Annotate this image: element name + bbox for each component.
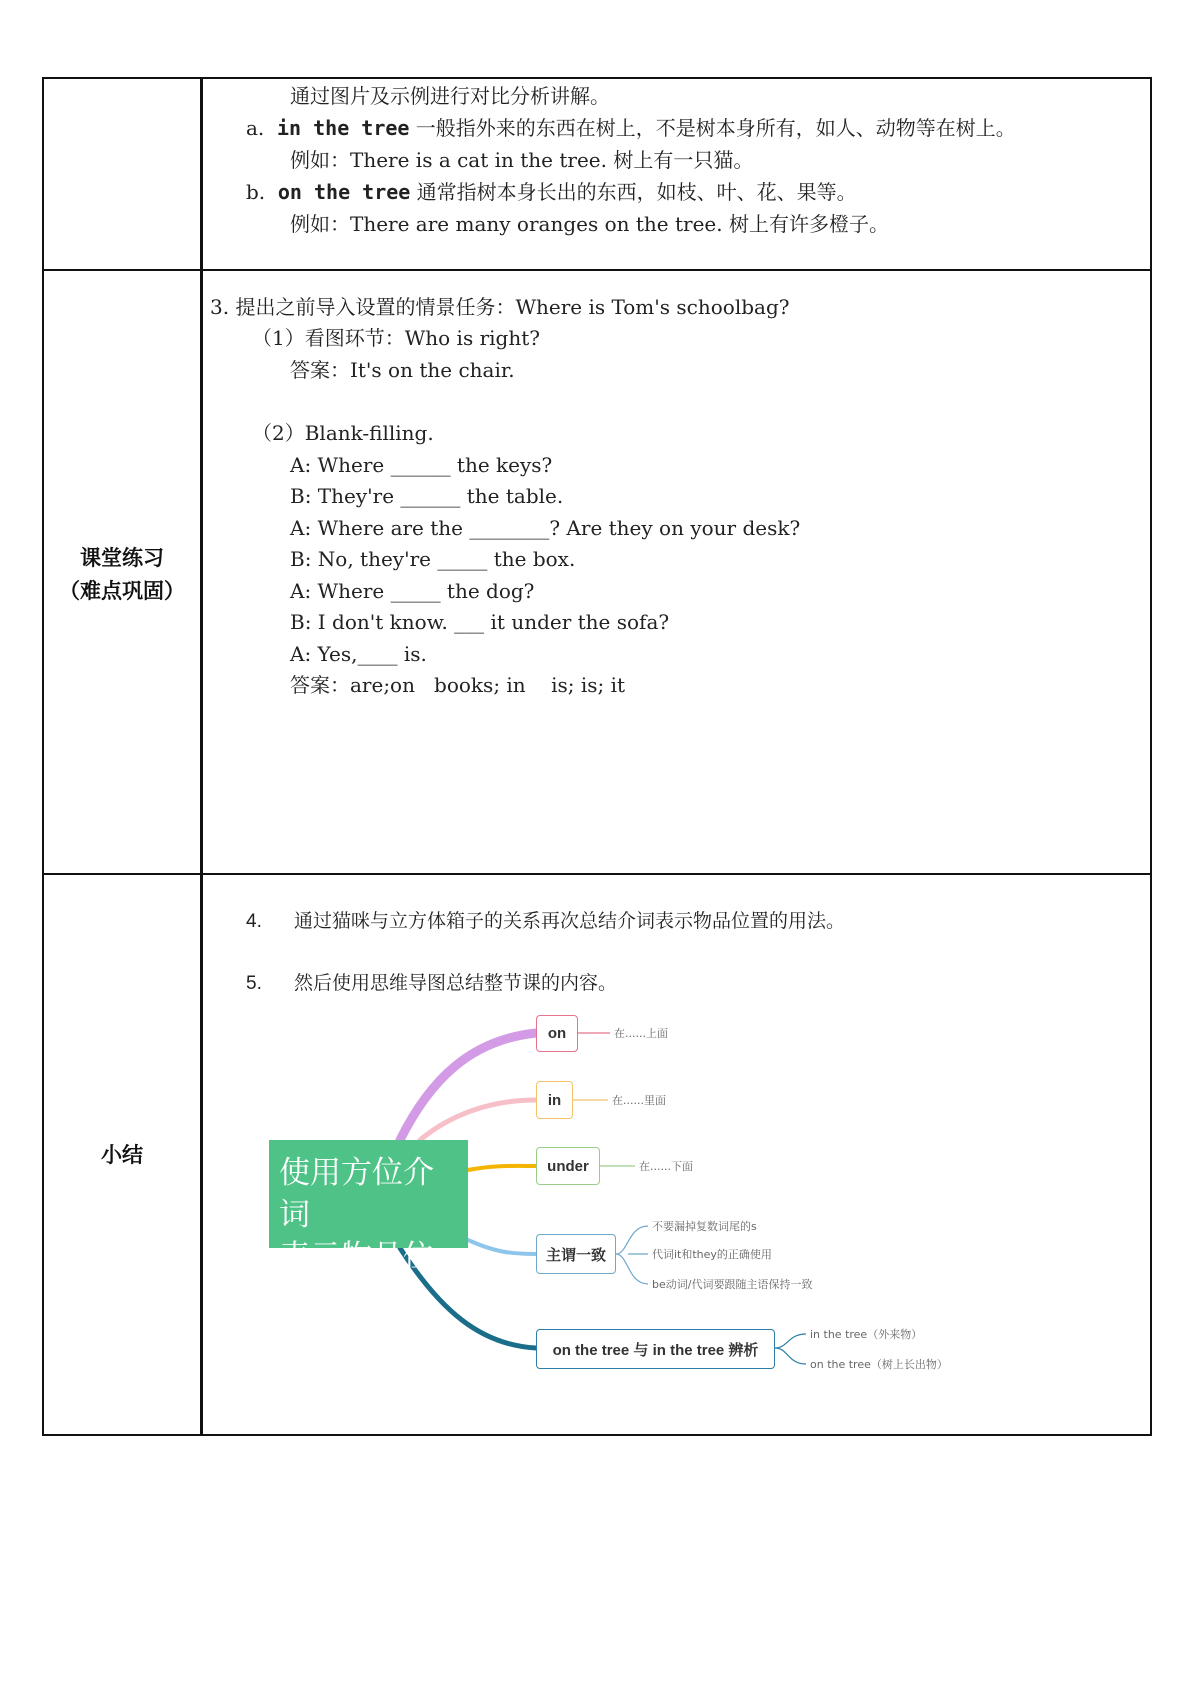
point-a-keyword: in the tree [277,116,410,140]
leaf-agreement-1: 不要漏掉复数词尾的s [652,1220,757,1233]
leaf-under-meaning: 在......下面 [639,1160,693,1173]
dialogue-line-6: B: I don't know. ___ it under the sofa? [290,610,670,634]
mindmap-central-node [269,1140,468,1317]
summary-item-5-num: 5. [246,973,262,994]
leaf-on-the-tree: on the tree（树上长出物） [810,1358,948,1371]
row1-example-b: 例如：There are many oranges on the tree. 树上有许多橙子。 [290,212,889,236]
point-b-prefix: b. [246,180,278,204]
task-step-1: （1）看图环节：Who is right? [252,326,540,350]
row1-example-a: 例如：There is a cat in the tree. 树上有一只猫。 [290,148,754,172]
central-line-1: 使用方位介词 [279,1155,434,1233]
row-divider-1 [44,269,1150,271]
row1-point-a [246,113,1016,143]
mindmap-node-under: under [536,1147,600,1185]
blank-answers: 答案：are;on books; in is; is; it [290,673,626,697]
row2-label [44,542,200,608]
task-step-2: （2）Blank-filling. [252,421,434,445]
dialogue-line-5: A: Where _____ the dog? [290,579,535,603]
mindmap-node-in: in [536,1081,573,1119]
column-divider [200,79,203,1434]
point-b-text: 通常指树本身长出的东西，如枝、叶、花、果等。 [410,180,857,204]
leaf-on-meaning: 在......上面 [614,1027,668,1040]
point-b-keyword: on the tree [277,180,411,204]
point-a-text: 一般指外来的东西在树上，不是树本身所有，如人、动物等在树上。 [409,116,1016,140]
summary-item-5-text: 然后使用思维导图总结整节课的内容。 [294,973,618,994]
lesson-table [42,77,1152,1436]
leaf-agreement-3: be动词/代词要跟随主语保持一致 [652,1278,813,1291]
row2-label-line2: （难点巩固） [59,579,185,603]
mindmap-node-tree-comparison: on the tree 与 in the tree 辨析 [536,1329,775,1369]
row1-point-b [246,177,857,207]
point-a-prefix: a. [246,116,277,140]
summary-item-4-num: 4. [246,911,262,932]
summary-item-4-text: 通过猫咪与立方体箱子的关系再次总结介词表示物品位置的用法。 [294,911,846,932]
task-answer-1: 答案：It's on the chair. [290,358,515,382]
dialogue-line-4: B: No, they're _____ the box. [290,547,576,571]
task-question: 3. 提出之前导入设置的情景任务：Where is Tom's schoolbag? [210,295,790,319]
summary-item-5 [246,969,617,999]
leaf-agreement-2: 代词it和they的正确使用 [652,1248,772,1261]
row3-label: 小结 [101,1143,143,1167]
leaf-in-the-tree: in the tree（外来物） [810,1328,923,1341]
dialogue-line-2: B: They're ______ the table. [290,484,564,508]
central-line-2: 表示物品位置 [279,1239,434,1317]
mindmap-node-agreement: 主谓一致 [536,1234,616,1274]
leaf-in-meaning: 在......里面 [612,1094,666,1107]
dialogue-line-1: A: Where ______ the keys? [290,453,553,477]
row2-label-line1: 课堂练习 [80,546,164,570]
dialogue-line-3: A: Where are the ________? Are they on your desk? [290,516,801,540]
row1-intro: 通过图片及示例进行对比分析讲解。 [290,84,610,108]
row-divider-2 [44,873,1150,875]
dialogue-line-7: A: Yes,____ is. [290,642,427,666]
mindmap-node-on: on [536,1015,578,1052]
summary-item-4 [246,907,845,937]
